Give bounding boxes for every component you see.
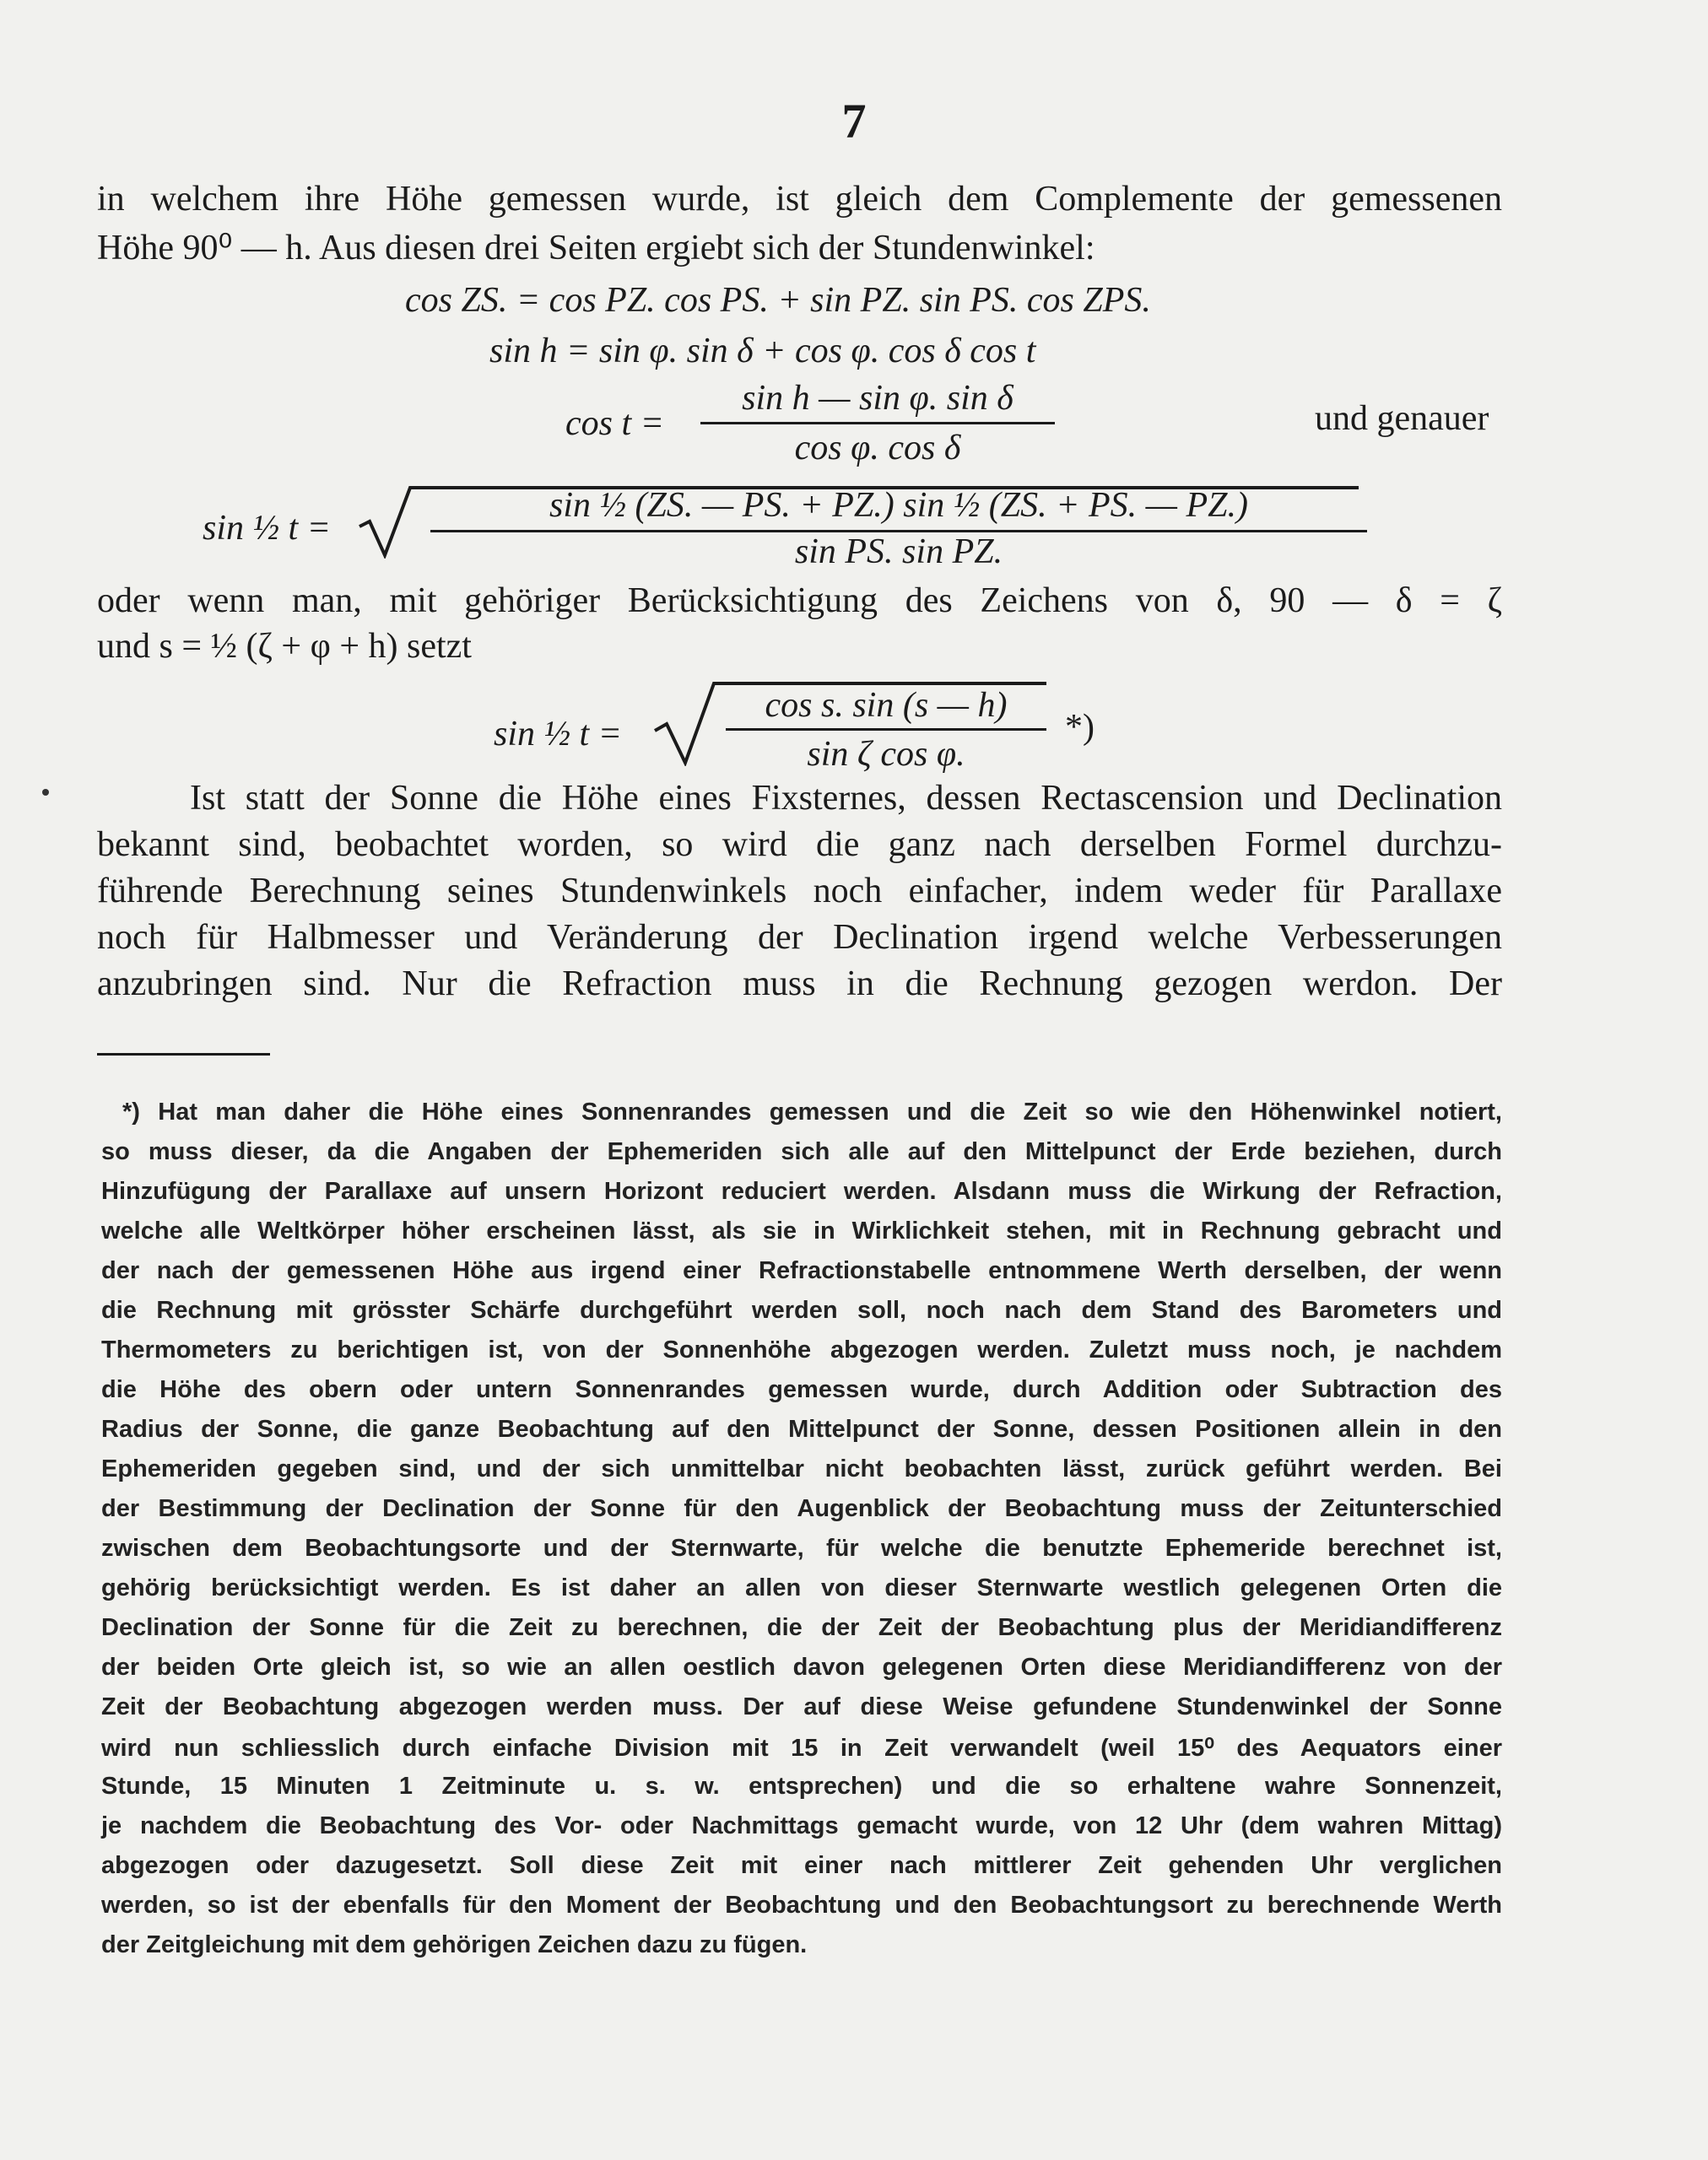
footnote-line: je nachdem die Beobachtung des Vor- oder Nachmittags gemacht wurde, von 12 Uhr (dem wahren Mittag)	[101, 1812, 1502, 1839]
footnote-line: gehörig berücksichtigt werden. Es ist daher an allen von dieser Sternwarte westlich gelegenen Orten die	[101, 1574, 1502, 1601]
text-line: anzubringen sind. Nur die Refraction muss in die Rechnung gezogen werdon. Der	[97, 964, 1502, 1003]
footnote-line: Hinzufügung der Parallaxe auf unsern Horizont reduciert werden. Alsdann muss die Wirkung der Refraction,	[101, 1178, 1502, 1205]
page-number: 7	[841, 94, 867, 148]
fraction-bar	[700, 422, 1055, 424]
footnote-line: Radius der Sonne, die ganze Beobachtung auf den Mittelpunct der Sonne, dessen Positionen allein in den	[101, 1416, 1502, 1443]
footnote-line: der nach der gemessenen Höhe aus irgend einer Refractionstabelle entnommene Werth derselben, der wenn	[101, 1257, 1502, 1284]
footnote-line: der Zeitgleichung mit dem gehörigen Zeichen dazu zu fügen.	[101, 1931, 808, 1958]
equation-cos-t-numerator: sin h — sin φ. sin δ	[742, 379, 1013, 418]
equation-cos-zs: cos ZS. = cos PZ. cos PS. + sin PZ. sin PS. cos ZPS.	[405, 281, 1151, 320]
footnote-line: Zeit der Beobachtung abgezogen werden muss. Der auf diese Weise gefundene Stundenwinkel der Sonne	[101, 1693, 1502, 1720]
text-line: noch für Halbmesser und Veränderung der Declination irgend welche Verbesserungen	[97, 918, 1502, 957]
und-genauer-text: und genauer	[1315, 399, 1489, 438]
text-line: in welchem ihre Höhe gemessen wurde, ist gleich dem Complemente der gemessenen	[97, 180, 1502, 219]
footnote-line: welche alle Weltkörper höher erscheinen lässt, als sie in Wirklichkeit stehen, mit in Rechnung gebracht und	[101, 1218, 1502, 1245]
footnote-line: Thermometers zu berichtigen ist, von der Sonnenhöhe abgezogen werden. Zuletzt muss noch, je nachdem	[101, 1336, 1502, 1364]
footnote-line: *) Hat man daher die Höhe eines Sonnenrandes gemessen und die Zeit so wie den Höhenwinkel notiert,	[122, 1099, 1502, 1126]
equation-sin-half-t-2-denominator: sin ζ cos φ.	[807, 735, 965, 774]
equation-cos-t-lhs: cos t =	[565, 404, 664, 443]
footnote-line: Stunde, 15 Minuten 1 Zeitminute u. s. w. entsprechen) und die so erhaltene wahre Sonnenzeit,	[101, 1773, 1502, 1800]
text-line: oder wenn man, mit gehöriger Berücksichtigung des Zeichens von δ, 90 — δ = ζ	[97, 581, 1502, 620]
text-line: führende Berechnung seines Stundenwinkels noch einfacher, indem weder für Parallaxe	[97, 872, 1502, 910]
footnote-line: abgezogen oder dazugesetzt. Soll diese Zeit mit einer nach mittlerer Zeit gehenden Uhr verglichen	[101, 1852, 1502, 1879]
footnote-line: der beiden Orte gleich ist, so wie an allen oestlich davon gelegenen Orten diese Meridiandifferenz von der	[101, 1654, 1502, 1681]
equation-sin-h: sin h = sin φ. sin δ + cos φ. cos δ cos t	[489, 332, 1036, 370]
equation-sin-half-t-denominator: sin PS. sin PZ.	[794, 532, 1003, 571]
footnote-line: die Rechnung mit grösster Schärfe durchgeführt werden soll, noch nach dem Stand des Barometers und	[101, 1297, 1502, 1324]
footnote-rule	[97, 1053, 270, 1056]
fraction-bar	[726, 728, 1046, 731]
text-line: Höhe 90⁰ — h. Aus diesen drei Seiten ergiebt sich der Stundenwinkel:	[97, 229, 1095, 267]
footnote-marker: *)	[1065, 708, 1095, 747]
equation-sin-half-t-lhs: sin ½ t =	[203, 509, 332, 548]
footnote-line: werden, so ist der ebenfalls für den Moment der Beobachtung und den Beobachtungsort zu berechnende Werth	[101, 1892, 1502, 1919]
equation-sin-half-t-2-lhs: sin ½ t =	[494, 715, 623, 753]
text-line: und s = ½ (ζ + φ + h) setzt	[97, 627, 472, 666]
margin-dot	[42, 789, 49, 796]
equation-sin-half-t-numerator: sin ½ (ZS. — PS. + PZ.) sin ½ (ZS. + PS. — PZ.)	[549, 486, 1248, 525]
footnote-line: wird nun schliesslich durch einfache Division mit 15 in Zeit verwandelt (weil 15⁰ des Aequators einer	[101, 1735, 1502, 1762]
footnote-line: Declination der Sonne für die Zeit zu berechnen, die der Zeit der Beobachtung plus der Meridiandifferenz	[101, 1614, 1502, 1641]
text-line: bekannt sind, beobachtet worden, so wird die ganz nach derselben Formel durchzu-	[97, 825, 1502, 864]
equation-sin-half-t-2-numerator: cos s. sin (s — h)	[765, 686, 1008, 725]
text-line: Ist statt der Sonne die Höhe eines Fixsternes, dessen Rectascension und Declination	[190, 779, 1502, 818]
equation-cos-t-denominator: cos φ. cos δ	[794, 429, 961, 467]
footnote-line: zwischen dem Beobachtungsorte und der Sternwarte, für welche die benutzte Ephemeride berechnet ist,	[101, 1535, 1502, 1562]
footnote-line: der Bestimmung der Declination der Sonne für den Augenblick der Beobachtung muss der Zeitunterschied	[101, 1495, 1502, 1522]
footnote-line: so muss dieser, da die Angaben der Ephemeriden sich alle auf den Mittelpunct der Erde beziehen, durch	[101, 1138, 1502, 1165]
footnote-line: Ephemeriden gegeben sind, und der sich unmittelbar nicht beobachten lässt, zurück geführt werden. Bei	[101, 1455, 1502, 1482]
footnote-line: die Höhe des obern oder untern Sonnenrandes gemessen wurde, durch Addition oder Subtraction des	[101, 1376, 1502, 1403]
